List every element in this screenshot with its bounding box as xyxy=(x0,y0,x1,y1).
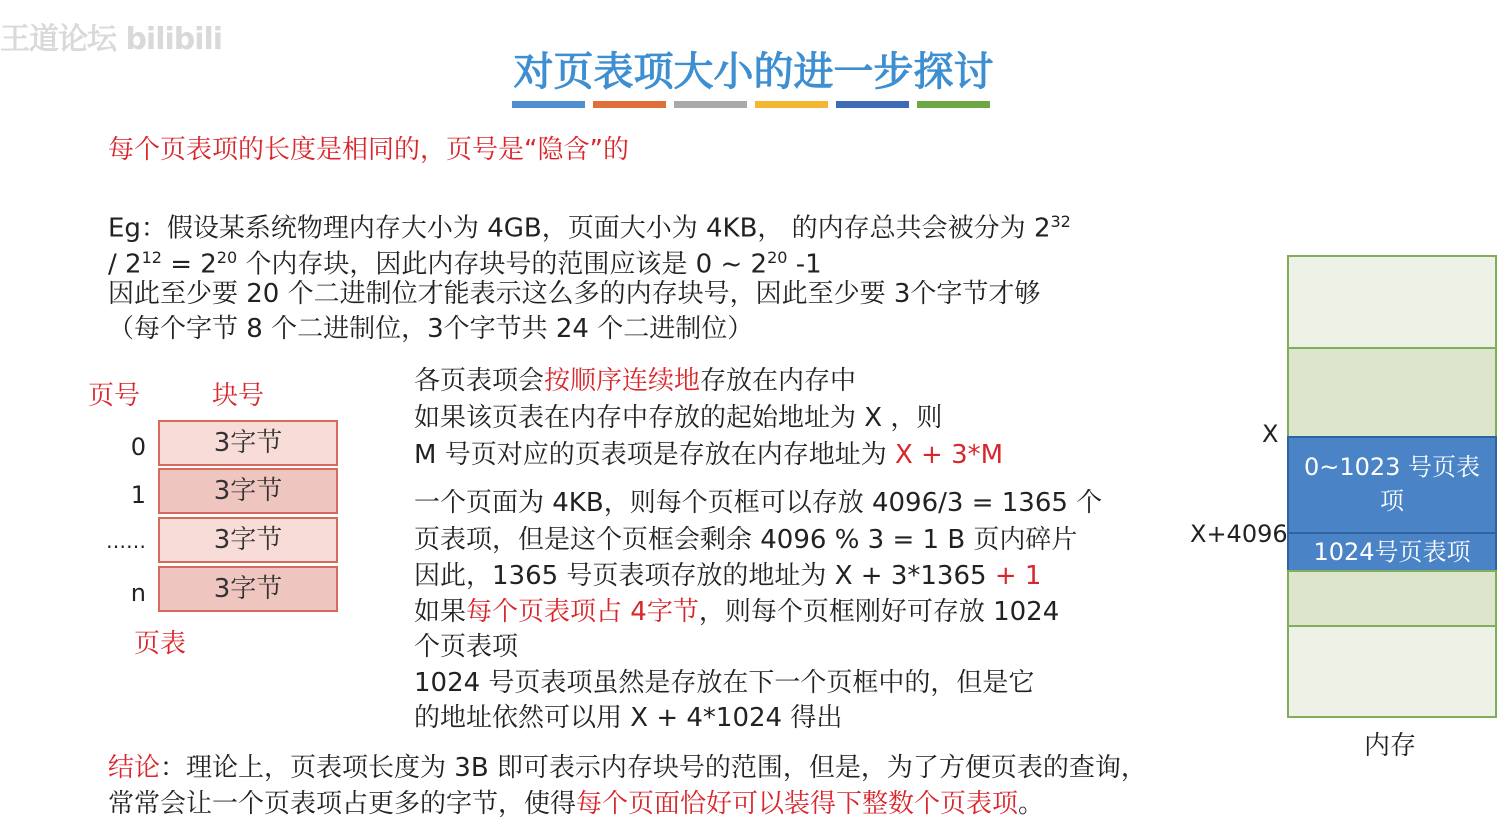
memory-caption: 内存 xyxy=(1364,731,1417,761)
title-color-bars xyxy=(512,101,990,108)
mid-line-9: 1024 号页表项虽然是存放在下一个页框中的，但是它 xyxy=(414,668,1035,698)
title-bar xyxy=(674,101,747,108)
mid-line-6-a: 因此，1365 号页表项存放的地址为 X + 3*1365 xyxy=(414,561,995,591)
conclusion-line-1-text: ：理论上，页表项长度为 3B 即可表示内存块号的范围，但是，为了方便页表的查询， xyxy=(160,753,1147,783)
eg-exp-20b: 20 xyxy=(767,248,788,267)
conclusion-line-2-a: 常常会让一个页表项占更多的字节，使得 xyxy=(108,789,577,819)
eg-exp-20: 20 xyxy=(216,248,238,267)
title-bar xyxy=(755,101,828,108)
memory-frame xyxy=(1287,625,1497,718)
memory-frame xyxy=(1287,255,1497,349)
conclusion-line-2 xyxy=(108,786,1044,822)
mid-line-7 xyxy=(414,594,1059,630)
mid-line-1-a: 各页表项会 xyxy=(414,366,545,396)
title-bar xyxy=(512,101,585,108)
mid-line-3-a: M 号页对应的页表项是存放在内存地址为 xyxy=(414,440,895,470)
mid-line-2: 如果该页表在内存中存放的起始地址为 X ，则 xyxy=(414,403,943,433)
mid-line-3 xyxy=(414,437,1003,473)
page-number: n xyxy=(130,579,146,607)
memory-frame xyxy=(1287,347,1497,438)
eg-line-4: （每个字节 8 个二进制位，3个字节共 24 个二进制位） xyxy=(108,314,754,344)
block-number-header: 块号 xyxy=(212,381,265,411)
eg-line-2-c: 个内存块，因此内存块号的范围应该是 0 ~ 2 xyxy=(237,249,768,280)
conclusion-line-1 xyxy=(108,750,1147,786)
eg-line-2-a: / 2 xyxy=(108,249,142,280)
mid-line-7-red: 每个页表项占 4字节 xyxy=(466,597,699,627)
page-table-cell: 3字节 xyxy=(158,566,338,612)
mid-line-10: 的地址依然可以用 X + 4*1024 得出 xyxy=(414,703,843,733)
mid-line-4: 一个页面为 4KB，则每个页框可以存放 4096/3 = 1365 个 xyxy=(414,488,1103,518)
mid-line-7-a: 如果 xyxy=(414,597,467,627)
address-x-label: X xyxy=(1262,420,1279,448)
mid-line-3-red: X + 3*M xyxy=(894,440,1004,470)
eg-exp-32: 32 xyxy=(1050,212,1071,231)
mid-line-6 xyxy=(414,558,1041,594)
memory-frame xyxy=(1287,570,1497,627)
watermark: 王道论坛 bilibili xyxy=(0,22,223,57)
conclusion-line-2-red: 每个页面恰好可以装得下整数个页表项 xyxy=(576,789,1019,819)
eg-exp-12: 12 xyxy=(141,248,162,267)
mid-line-1 xyxy=(414,363,856,399)
mid-line-8: 个页表项 xyxy=(414,632,519,662)
mid-line-6-red: + 1 xyxy=(994,561,1042,591)
page-table-cell: 3字节 xyxy=(158,420,338,466)
eg-line-2-d: -1 xyxy=(787,249,822,280)
page-number: 1 xyxy=(130,481,146,509)
eg-line-1-text: Eg：假设某系统物理内存大小为 4GB，页面大小为 4KB， 的内存总共会被分为 2 xyxy=(108,213,1051,244)
eg-line-2-b: = 2 xyxy=(161,249,217,280)
mid-line-5: 页表项，但是这个页框会剩余 4096 % 3 = 1 B 页内碎片 xyxy=(414,525,1078,555)
mid-line-1-red: 按顺序连续地 xyxy=(544,366,701,396)
title-bar xyxy=(917,101,990,108)
address-x4096-label: X+4096 xyxy=(1190,520,1288,548)
memory-entry-1024: 1024号页表项 xyxy=(1287,532,1497,572)
title-bar xyxy=(593,101,666,108)
mid-line-1-b: 存放在内存中 xyxy=(700,366,857,396)
memory-page-table-frame: 0~1023 号页表项 xyxy=(1287,436,1497,534)
page-table-cell: 3字节 xyxy=(158,517,338,563)
page-number: 0 xyxy=(130,433,146,461)
eg-line-3: 因此至少要 20 个二进制位才能表示这么多的内存块号，因此至少要 3个字节才够 xyxy=(108,279,1041,309)
page-number: …… xyxy=(106,529,146,553)
title-bar xyxy=(836,101,909,108)
page-table-cell: 3字节 xyxy=(158,468,338,514)
slide-title: 对页表项大小的进一步探讨 xyxy=(513,49,994,95)
conclusion-line-2-b: 。 xyxy=(1018,789,1045,819)
conclusion-lead: 结论 xyxy=(108,753,161,783)
page-number-header: 页号 xyxy=(88,381,141,411)
subtitle: 每个页表项的长度是相同的，页号是“隐含”的 xyxy=(108,135,629,165)
page-table-caption: 页表 xyxy=(134,629,187,659)
mid-line-7-b: ，则每个页框刚好可存放 1024 xyxy=(698,597,1060,627)
